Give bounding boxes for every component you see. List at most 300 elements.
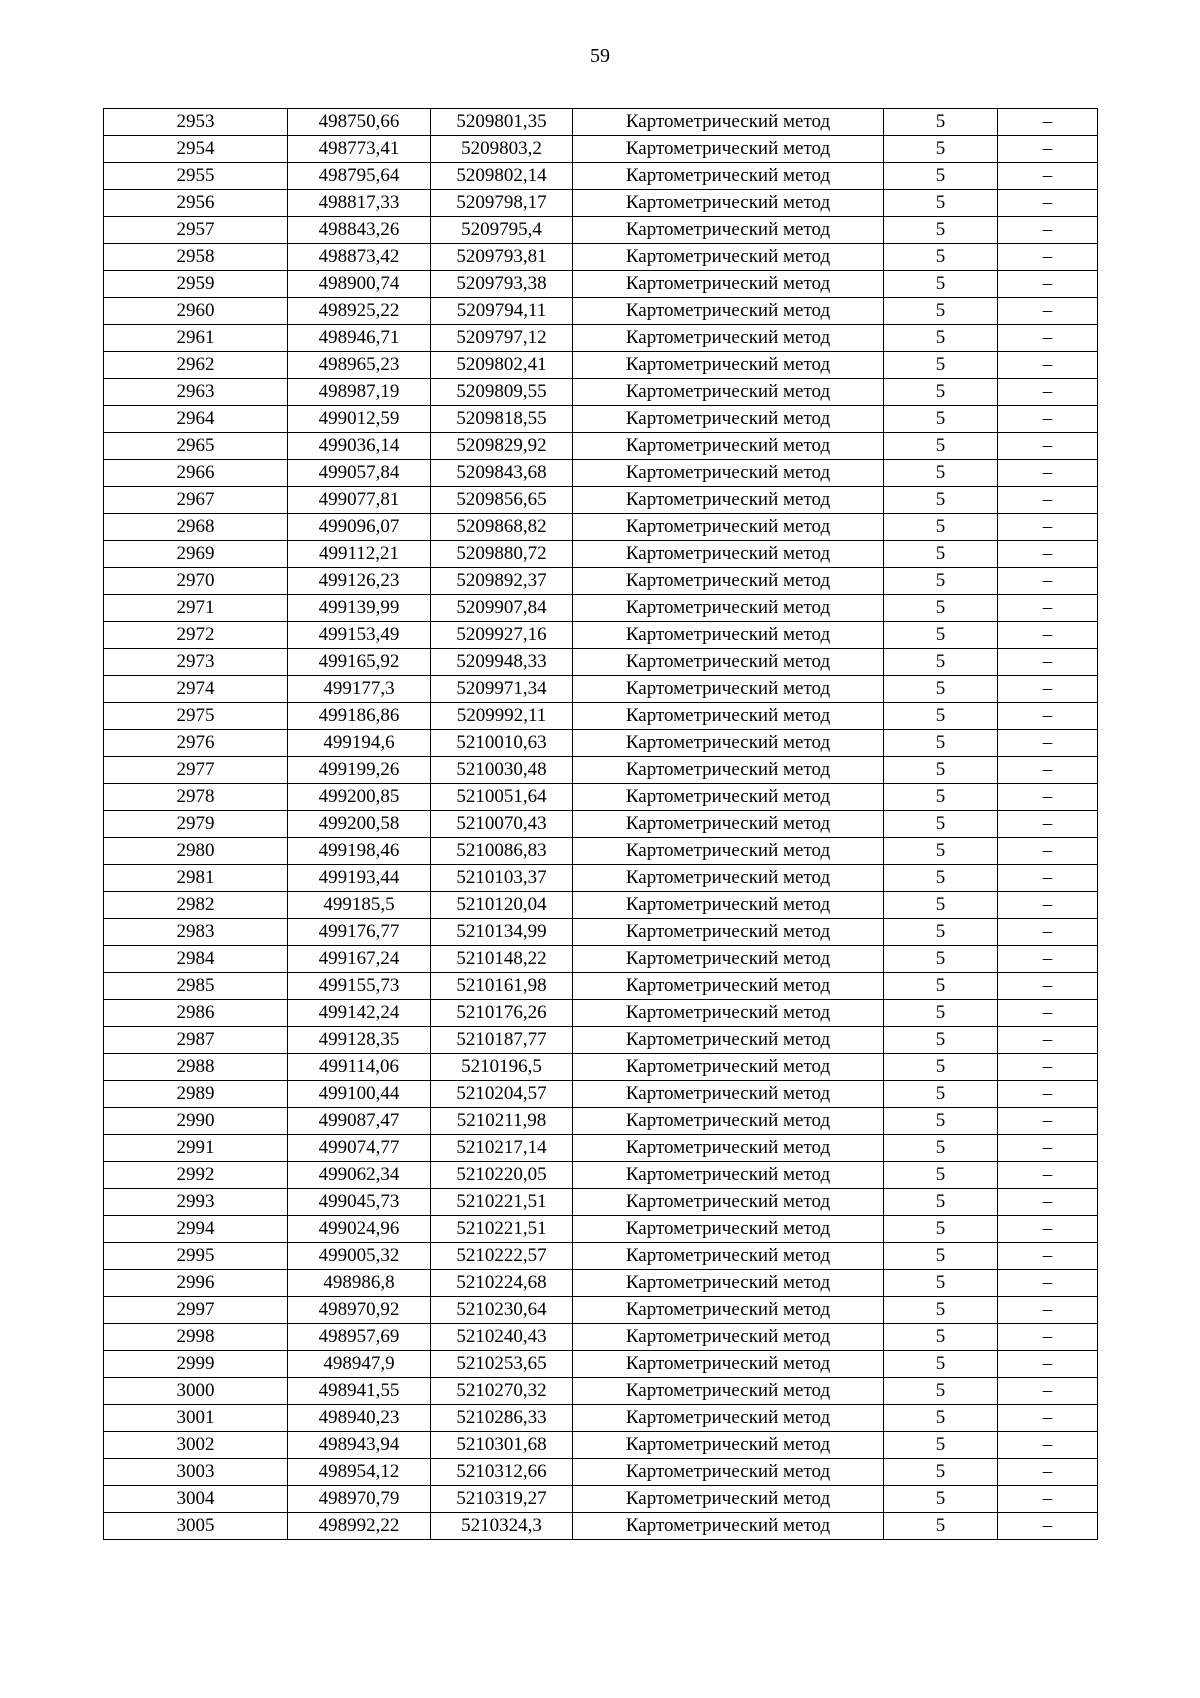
accuracy-cell: 5 (884, 406, 998, 433)
point-number-cell: 2957 (104, 217, 288, 244)
table-row (104, 325, 1098, 352)
y-coordinate-cell: 5209907,84 (431, 595, 573, 622)
method-cell: Картометрический метод (573, 595, 884, 622)
point-number-cell: 2958 (104, 244, 288, 271)
y-coordinate-cell: 5210161,98 (431, 973, 573, 1000)
x-coordinate-cell: 498900,74 (288, 271, 431, 298)
method-cell: Картометрический метод (573, 1027, 884, 1054)
accuracy-cell: 5 (884, 595, 998, 622)
y-coordinate-cell: 5209880,72 (431, 541, 573, 568)
point-number-cell: 2992 (104, 1162, 288, 1189)
method-cell: Картометрический метод (573, 838, 884, 865)
method-cell: Картометрический метод (573, 784, 884, 811)
x-coordinate-cell: 499199,26 (288, 757, 431, 784)
table-row (104, 595, 1098, 622)
point-number-cell: 2967 (104, 487, 288, 514)
y-coordinate-cell: 5210220,05 (431, 1162, 573, 1189)
method-cell: Картометрический метод (573, 1378, 884, 1405)
table-row (104, 136, 1098, 163)
method-cell: Картометрический метод (573, 1405, 884, 1432)
accuracy-cell: 5 (884, 136, 998, 163)
table-row (104, 946, 1098, 973)
x-coordinate-cell: 498795,64 (288, 163, 431, 190)
point-number-cell: 2987 (104, 1027, 288, 1054)
description-cell: – (998, 1081, 1098, 1108)
table-row (104, 811, 1098, 838)
y-coordinate-cell: 5209802,14 (431, 163, 573, 190)
x-coordinate-cell: 499100,44 (288, 1081, 431, 1108)
accuracy-cell: 5 (884, 892, 998, 919)
point-number-cell: 2966 (104, 460, 288, 487)
y-coordinate-cell: 5209795,4 (431, 217, 573, 244)
method-cell: Картометрический метод (573, 676, 884, 703)
description-cell: – (998, 433, 1098, 460)
point-number-cell: 2956 (104, 190, 288, 217)
method-cell: Картометрический метод (573, 433, 884, 460)
description-cell: – (998, 622, 1098, 649)
description-cell: – (998, 514, 1098, 541)
point-number-cell: 2980 (104, 838, 288, 865)
table-row (104, 433, 1098, 460)
y-coordinate-cell: 5210301,68 (431, 1432, 573, 1459)
method-cell: Картометрический метод (573, 1243, 884, 1270)
description-cell: – (998, 1378, 1098, 1405)
x-coordinate-cell: 499036,14 (288, 433, 431, 460)
y-coordinate-cell: 5210224,68 (431, 1270, 573, 1297)
table-row (104, 568, 1098, 595)
x-coordinate-cell: 498954,12 (288, 1459, 431, 1486)
x-coordinate-cell: 499128,35 (288, 1027, 431, 1054)
accuracy-cell: 5 (884, 1486, 998, 1513)
y-coordinate-cell: 5210204,57 (431, 1081, 573, 1108)
point-number-cell: 2953 (104, 109, 288, 136)
table-row (104, 217, 1098, 244)
y-coordinate-cell: 5210240,43 (431, 1324, 573, 1351)
y-coordinate-cell: 5209797,12 (431, 325, 573, 352)
method-cell: Картометрический метод (573, 811, 884, 838)
method-cell: Картометрический метод (573, 1270, 884, 1297)
method-cell: Картометрический метод (573, 514, 884, 541)
accuracy-cell: 5 (884, 1027, 998, 1054)
x-coordinate-cell: 499198,46 (288, 838, 431, 865)
method-cell: Картометрический метод (573, 298, 884, 325)
table-row (104, 1000, 1098, 1027)
x-coordinate-cell: 499186,86 (288, 703, 431, 730)
x-coordinate-cell: 499200,85 (288, 784, 431, 811)
point-number-cell: 2986 (104, 1000, 288, 1027)
point-number-cell: 2964 (104, 406, 288, 433)
accuracy-cell: 5 (884, 109, 998, 136)
table-row (104, 1432, 1098, 1459)
table-row (104, 1027, 1098, 1054)
x-coordinate-cell: 499193,44 (288, 865, 431, 892)
method-cell: Картометрический метод (573, 1459, 884, 1486)
description-cell: – (998, 1297, 1098, 1324)
x-coordinate-cell: 498987,19 (288, 379, 431, 406)
x-coordinate-cell: 499153,49 (288, 622, 431, 649)
accuracy-cell: 5 (884, 1432, 998, 1459)
y-coordinate-cell: 5210010,63 (431, 730, 573, 757)
table-row (104, 649, 1098, 676)
y-coordinate-cell: 5210086,83 (431, 838, 573, 865)
y-coordinate-cell: 5210051,64 (431, 784, 573, 811)
method-cell: Картометрический метод (573, 1000, 884, 1027)
x-coordinate-cell: 499139,99 (288, 595, 431, 622)
point-number-cell: 2955 (104, 163, 288, 190)
y-coordinate-cell: 5209843,68 (431, 460, 573, 487)
table-row (104, 865, 1098, 892)
description-cell: – (998, 1405, 1098, 1432)
table-row (104, 244, 1098, 271)
accuracy-cell: 5 (884, 1513, 998, 1540)
point-number-cell: 3004 (104, 1486, 288, 1513)
method-cell: Картометрический метод (573, 163, 884, 190)
description-cell: – (998, 1459, 1098, 1486)
accuracy-cell: 5 (884, 541, 998, 568)
x-coordinate-cell: 499177,3 (288, 676, 431, 703)
y-coordinate-cell: 5210286,33 (431, 1405, 573, 1432)
point-number-cell: 2978 (104, 784, 288, 811)
accuracy-cell: 5 (884, 1243, 998, 1270)
description-cell: – (998, 784, 1098, 811)
table-row (104, 1486, 1098, 1513)
description-cell: – (998, 676, 1098, 703)
x-coordinate-cell: 499194,6 (288, 730, 431, 757)
method-cell: Картометрический метод (573, 973, 884, 1000)
table-row (104, 1405, 1098, 1432)
y-coordinate-cell: 5210176,26 (431, 1000, 573, 1027)
accuracy-cell: 5 (884, 568, 998, 595)
description-cell: – (998, 217, 1098, 244)
table-row (104, 1351, 1098, 1378)
accuracy-cell: 5 (884, 379, 998, 406)
coordinates-table (103, 108, 1098, 1540)
point-number-cell: 2971 (104, 595, 288, 622)
accuracy-cell: 5 (884, 298, 998, 325)
x-coordinate-cell: 498970,79 (288, 1486, 431, 1513)
table-row (104, 1378, 1098, 1405)
point-number-cell: 2991 (104, 1135, 288, 1162)
point-number-cell: 2977 (104, 757, 288, 784)
method-cell: Картометрический метод (573, 109, 884, 136)
y-coordinate-cell: 5210221,51 (431, 1189, 573, 1216)
method-cell: Картометрический метод (573, 1513, 884, 1540)
method-cell: Картометрический метод (573, 217, 884, 244)
accuracy-cell: 5 (884, 838, 998, 865)
accuracy-cell: 5 (884, 460, 998, 487)
accuracy-cell: 5 (884, 244, 998, 271)
description-cell: – (998, 298, 1098, 325)
x-coordinate-cell: 498970,92 (288, 1297, 431, 1324)
description-cell: – (998, 1162, 1098, 1189)
description-cell: – (998, 163, 1098, 190)
x-coordinate-cell: 498941,55 (288, 1378, 431, 1405)
point-number-cell: 2994 (104, 1216, 288, 1243)
table-row (104, 298, 1098, 325)
x-coordinate-cell: 498947,9 (288, 1351, 431, 1378)
accuracy-cell: 5 (884, 352, 998, 379)
y-coordinate-cell: 5210324,3 (431, 1513, 573, 1540)
point-number-cell: 3001 (104, 1405, 288, 1432)
table-row (104, 784, 1098, 811)
x-coordinate-cell: 499005,32 (288, 1243, 431, 1270)
method-cell: Картометрический метод (573, 622, 884, 649)
accuracy-cell: 5 (884, 163, 998, 190)
table-row (104, 514, 1098, 541)
point-number-cell: 2962 (104, 352, 288, 379)
y-coordinate-cell: 5210120,04 (431, 892, 573, 919)
accuracy-cell: 5 (884, 622, 998, 649)
x-coordinate-cell: 498817,33 (288, 190, 431, 217)
table-row (104, 1135, 1098, 1162)
coordinates-table-body (104, 109, 1098, 1540)
accuracy-cell: 5 (884, 811, 998, 838)
point-number-cell: 2976 (104, 730, 288, 757)
method-cell: Картометрический метод (573, 460, 884, 487)
table-row (104, 1081, 1098, 1108)
method-cell: Картометрический метод (573, 919, 884, 946)
method-cell: Картометрический метод (573, 1297, 884, 1324)
table-row (104, 973, 1098, 1000)
table-row (104, 163, 1098, 190)
table-row (104, 1270, 1098, 1297)
method-cell: Картометрический метод (573, 541, 884, 568)
description-cell: – (998, 1351, 1098, 1378)
accuracy-cell: 5 (884, 1054, 998, 1081)
description-cell: – (998, 1243, 1098, 1270)
x-coordinate-cell: 499096,07 (288, 514, 431, 541)
method-cell: Картометрический метод (573, 1324, 884, 1351)
method-cell: Картометрический метод (573, 730, 884, 757)
y-coordinate-cell: 5209818,55 (431, 406, 573, 433)
x-coordinate-cell: 499077,81 (288, 487, 431, 514)
description-cell: – (998, 1027, 1098, 1054)
point-number-cell: 2998 (104, 1324, 288, 1351)
accuracy-cell: 5 (884, 1459, 998, 1486)
x-coordinate-cell: 498992,22 (288, 1513, 431, 1540)
method-cell: Картометрический метод (573, 1135, 884, 1162)
method-cell: Картометрический метод (573, 325, 884, 352)
description-cell: – (998, 568, 1098, 595)
point-number-cell: 3002 (104, 1432, 288, 1459)
description-cell: – (998, 271, 1098, 298)
table-row (104, 838, 1098, 865)
table-row (104, 1108, 1098, 1135)
accuracy-cell: 5 (884, 649, 998, 676)
y-coordinate-cell: 5210312,66 (431, 1459, 573, 1486)
x-coordinate-cell: 498750,66 (288, 109, 431, 136)
table-row (104, 730, 1098, 757)
accuracy-cell: 5 (884, 1297, 998, 1324)
x-coordinate-cell: 499142,24 (288, 1000, 431, 1027)
method-cell: Картометрический метод (573, 1216, 884, 1243)
x-coordinate-cell: 498986,8 (288, 1270, 431, 1297)
y-coordinate-cell: 5210222,57 (431, 1243, 573, 1270)
description-cell: – (998, 1270, 1098, 1297)
table-row (104, 1243, 1098, 1270)
x-coordinate-cell: 498873,42 (288, 244, 431, 271)
method-cell: Картометрический метод (573, 352, 884, 379)
accuracy-cell: 5 (884, 973, 998, 1000)
x-coordinate-cell: 499176,77 (288, 919, 431, 946)
method-cell: Картометрический метод (573, 1108, 884, 1135)
point-number-cell: 2961 (104, 325, 288, 352)
accuracy-cell: 5 (884, 919, 998, 946)
y-coordinate-cell: 5209801,35 (431, 109, 573, 136)
point-number-cell: 2982 (104, 892, 288, 919)
table-row (104, 1459, 1098, 1486)
table-row (104, 379, 1098, 406)
x-coordinate-cell: 498940,23 (288, 1405, 431, 1432)
x-coordinate-cell: 499165,92 (288, 649, 431, 676)
description-cell: – (998, 352, 1098, 379)
x-coordinate-cell: 498773,41 (288, 136, 431, 163)
point-number-cell: 2972 (104, 622, 288, 649)
point-number-cell: 2954 (104, 136, 288, 163)
y-coordinate-cell: 5209809,55 (431, 379, 573, 406)
description-cell: – (998, 595, 1098, 622)
point-number-cell: 2981 (104, 865, 288, 892)
x-coordinate-cell: 498925,22 (288, 298, 431, 325)
y-coordinate-cell: 5210230,64 (431, 1297, 573, 1324)
description-cell: – (998, 730, 1098, 757)
y-coordinate-cell: 5210134,99 (431, 919, 573, 946)
point-number-cell: 2985 (104, 973, 288, 1000)
accuracy-cell: 5 (884, 730, 998, 757)
accuracy-cell: 5 (884, 703, 998, 730)
point-number-cell: 2990 (104, 1108, 288, 1135)
y-coordinate-cell: 5210217,14 (431, 1135, 573, 1162)
x-coordinate-cell: 498946,71 (288, 325, 431, 352)
accuracy-cell: 5 (884, 325, 998, 352)
description-cell: – (998, 1486, 1098, 1513)
method-cell: Картометрический метод (573, 487, 884, 514)
y-coordinate-cell: 5209829,92 (431, 433, 573, 460)
table-row (104, 487, 1098, 514)
x-coordinate-cell: 498843,26 (288, 217, 431, 244)
y-coordinate-cell: 5210221,51 (431, 1216, 573, 1243)
point-number-cell: 2997 (104, 1297, 288, 1324)
method-cell: Картометрический метод (573, 568, 884, 595)
accuracy-cell: 5 (884, 1081, 998, 1108)
x-coordinate-cell: 499057,84 (288, 460, 431, 487)
table-row (104, 676, 1098, 703)
accuracy-cell: 5 (884, 433, 998, 460)
point-number-cell: 2975 (104, 703, 288, 730)
x-coordinate-cell: 499012,59 (288, 406, 431, 433)
accuracy-cell: 5 (884, 1189, 998, 1216)
accuracy-cell: 5 (884, 514, 998, 541)
point-number-cell: 2996 (104, 1270, 288, 1297)
y-coordinate-cell: 5209793,81 (431, 244, 573, 271)
table-row (104, 1297, 1098, 1324)
description-cell: – (998, 919, 1098, 946)
description-cell: – (998, 541, 1098, 568)
description-cell: – (998, 892, 1098, 919)
page-number: 59 (590, 45, 610, 67)
method-cell: Картометрический метод (573, 1486, 884, 1513)
x-coordinate-cell: 498943,94 (288, 1432, 431, 1459)
y-coordinate-cell: 5209793,38 (431, 271, 573, 298)
accuracy-cell: 5 (884, 1351, 998, 1378)
accuracy-cell: 5 (884, 757, 998, 784)
point-number-cell: 2970 (104, 568, 288, 595)
description-cell: – (998, 757, 1098, 784)
description-cell: – (998, 1189, 1098, 1216)
accuracy-cell: 5 (884, 1270, 998, 1297)
point-number-cell: 2969 (104, 541, 288, 568)
x-coordinate-cell: 499185,5 (288, 892, 431, 919)
table-row (104, 1054, 1098, 1081)
point-number-cell: 2963 (104, 379, 288, 406)
y-coordinate-cell: 5209948,33 (431, 649, 573, 676)
table-row (104, 757, 1098, 784)
method-cell: Картометрический метод (573, 649, 884, 676)
accuracy-cell: 5 (884, 1135, 998, 1162)
method-cell: Картометрический метод (573, 1351, 884, 1378)
description-cell: – (998, 244, 1098, 271)
method-cell: Картометрический метод (573, 1054, 884, 1081)
table-row (104, 271, 1098, 298)
y-coordinate-cell: 5210187,77 (431, 1027, 573, 1054)
table-row (104, 406, 1098, 433)
description-cell: – (998, 865, 1098, 892)
table-row (104, 109, 1098, 136)
method-cell: Картометрический метод (573, 406, 884, 433)
y-coordinate-cell: 5209803,2 (431, 136, 573, 163)
description-cell: – (998, 1324, 1098, 1351)
table-row (104, 460, 1098, 487)
table-row (104, 541, 1098, 568)
y-coordinate-cell: 5210319,27 (431, 1486, 573, 1513)
point-number-cell: 2988 (104, 1054, 288, 1081)
point-number-cell: 2974 (104, 676, 288, 703)
description-cell: – (998, 1513, 1098, 1540)
y-coordinate-cell: 5210103,37 (431, 865, 573, 892)
method-cell: Картометрический метод (573, 271, 884, 298)
accuracy-cell: 5 (884, 784, 998, 811)
point-number-cell: 3003 (104, 1459, 288, 1486)
y-coordinate-cell: 5210030,48 (431, 757, 573, 784)
method-cell: Картометрический метод (573, 1432, 884, 1459)
y-coordinate-cell: 5210253,65 (431, 1351, 573, 1378)
accuracy-cell: 5 (884, 1162, 998, 1189)
accuracy-cell: 5 (884, 1216, 998, 1243)
description-cell: – (998, 109, 1098, 136)
y-coordinate-cell: 5210070,43 (431, 811, 573, 838)
accuracy-cell: 5 (884, 1108, 998, 1135)
point-number-cell: 2984 (104, 946, 288, 973)
description-cell: – (998, 190, 1098, 217)
accuracy-cell: 5 (884, 865, 998, 892)
description-cell: – (998, 325, 1098, 352)
x-coordinate-cell: 498957,69 (288, 1324, 431, 1351)
method-cell: Картометрический метод (573, 757, 884, 784)
y-coordinate-cell: 5210211,98 (431, 1108, 573, 1135)
point-number-cell: 2993 (104, 1189, 288, 1216)
y-coordinate-cell: 5209856,65 (431, 487, 573, 514)
point-number-cell: 2960 (104, 298, 288, 325)
x-coordinate-cell: 499167,24 (288, 946, 431, 973)
accuracy-cell: 5 (884, 487, 998, 514)
point-number-cell: 2965 (104, 433, 288, 460)
method-cell: Картометрический метод (573, 892, 884, 919)
accuracy-cell: 5 (884, 1000, 998, 1027)
x-coordinate-cell: 499200,58 (288, 811, 431, 838)
y-coordinate-cell: 5210148,22 (431, 946, 573, 973)
method-cell: Картометрический метод (573, 703, 884, 730)
y-coordinate-cell: 5209868,82 (431, 514, 573, 541)
